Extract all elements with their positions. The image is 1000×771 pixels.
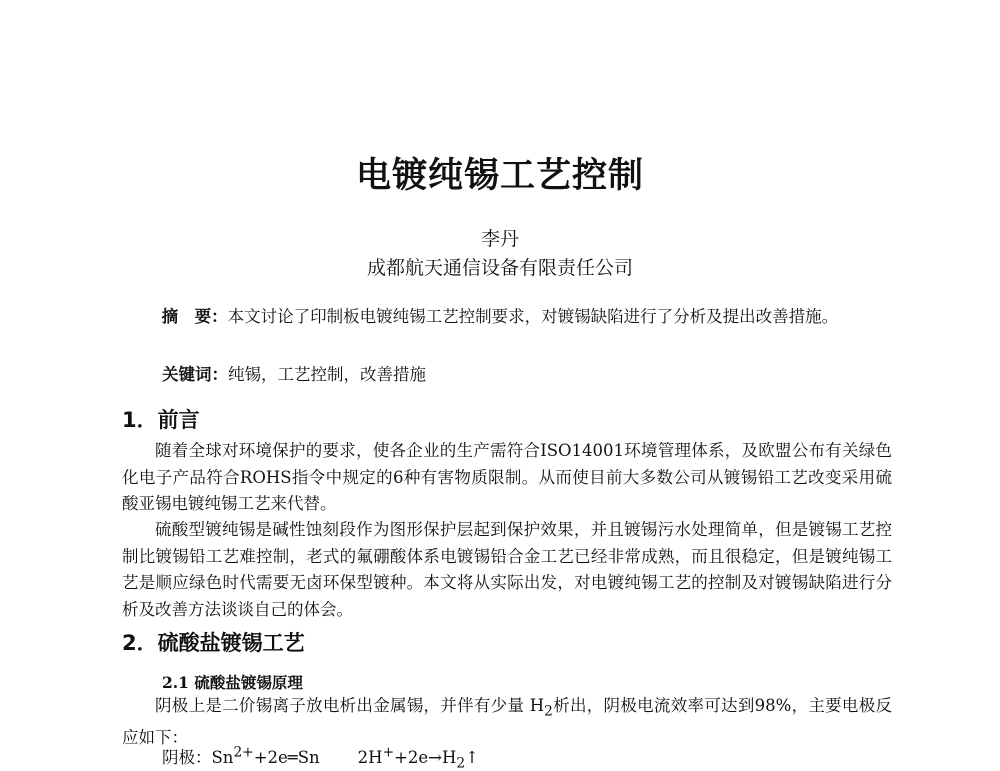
abstract [122,304,892,331]
subsection-heading-2-1: 2.1 硫酸盐镀锡原理 [162,673,303,692]
text-before: 阴极上是二价锡离子放电析出金属锡，并伴有少量 [155,696,525,715]
abstract-text: 本文讨论了印制板电镀纯锡工艺控制要求，对镀锡缺陷进行了分析及提出改善措施。 [227,307,839,326]
text-after: 析出，阴极电流效率可达到98%，主要电极反应如下： [122,696,892,747]
section1-paragraph-2: 硫酸型镀纯锡是碱性蚀刻段作为图形保护层起到保护效果，并且镀锡污水处理简单，但是镀锡工艺控制比镀锡铅工艺难控制，老式的氟硼酸体系电镀锡铅合金工艺已经非常成熟，而且很稳定，但是镀纯锡工艺是顺应绿色时代需要无卤环保型镀种。本文将从实际出发，对电镀纯锡工艺的控制及对镀锡缺陷进行分析及改善方法谈谈自己的体会。 [122,520,892,619]
abstract-label: 摘 要： [161,307,228,326]
eq2-b: +2e→H [394,748,457,767]
paper-title: 电镀纯锡工艺控制 [355,155,644,196]
section-heading-2: 2．硫酸盐镀锡工艺 [122,631,305,655]
h2-subscript: 2 [544,703,553,720]
eq2-arrow: ↑ [465,748,479,767]
keywords-label: 关键词： [162,365,228,384]
equation-label: 阴极： [162,748,212,767]
cathode-equation [162,744,479,771]
eq2-sub: 2 [456,755,466,771]
affiliation: 成都航天通信设备有限责任公司 [366,257,633,279]
section1-paragraph-1: 随着全球对环境保护的要求，使各企业的生产需符合ISO14001环境管理体系，及欧盟公布有关绿色化电子产品符合ROHS指令中规定的6种有害物质限制。从而使目前大多数公司从镀锡铅工艺改变采用硫酸亚锡电镀纯锡工艺来代替。 [122,441,892,513]
eq1-a: Sn [211,748,234,767]
eq2-sup: + [382,744,395,761]
section-heading-1: 1．前言 [122,408,200,432]
eq2-a: 2H [357,748,383,767]
eq1-b: +2e═Sn [253,748,320,767]
eq1-sup: 2+ [233,744,254,761]
author-name: 李丹 [480,228,519,250]
section2-paragraph-1 [122,693,892,751]
h2-symbol: H [529,696,545,715]
keywords [162,361,426,385]
keywords-text: 纯锡，工艺控制，改善措施 [228,365,426,384]
